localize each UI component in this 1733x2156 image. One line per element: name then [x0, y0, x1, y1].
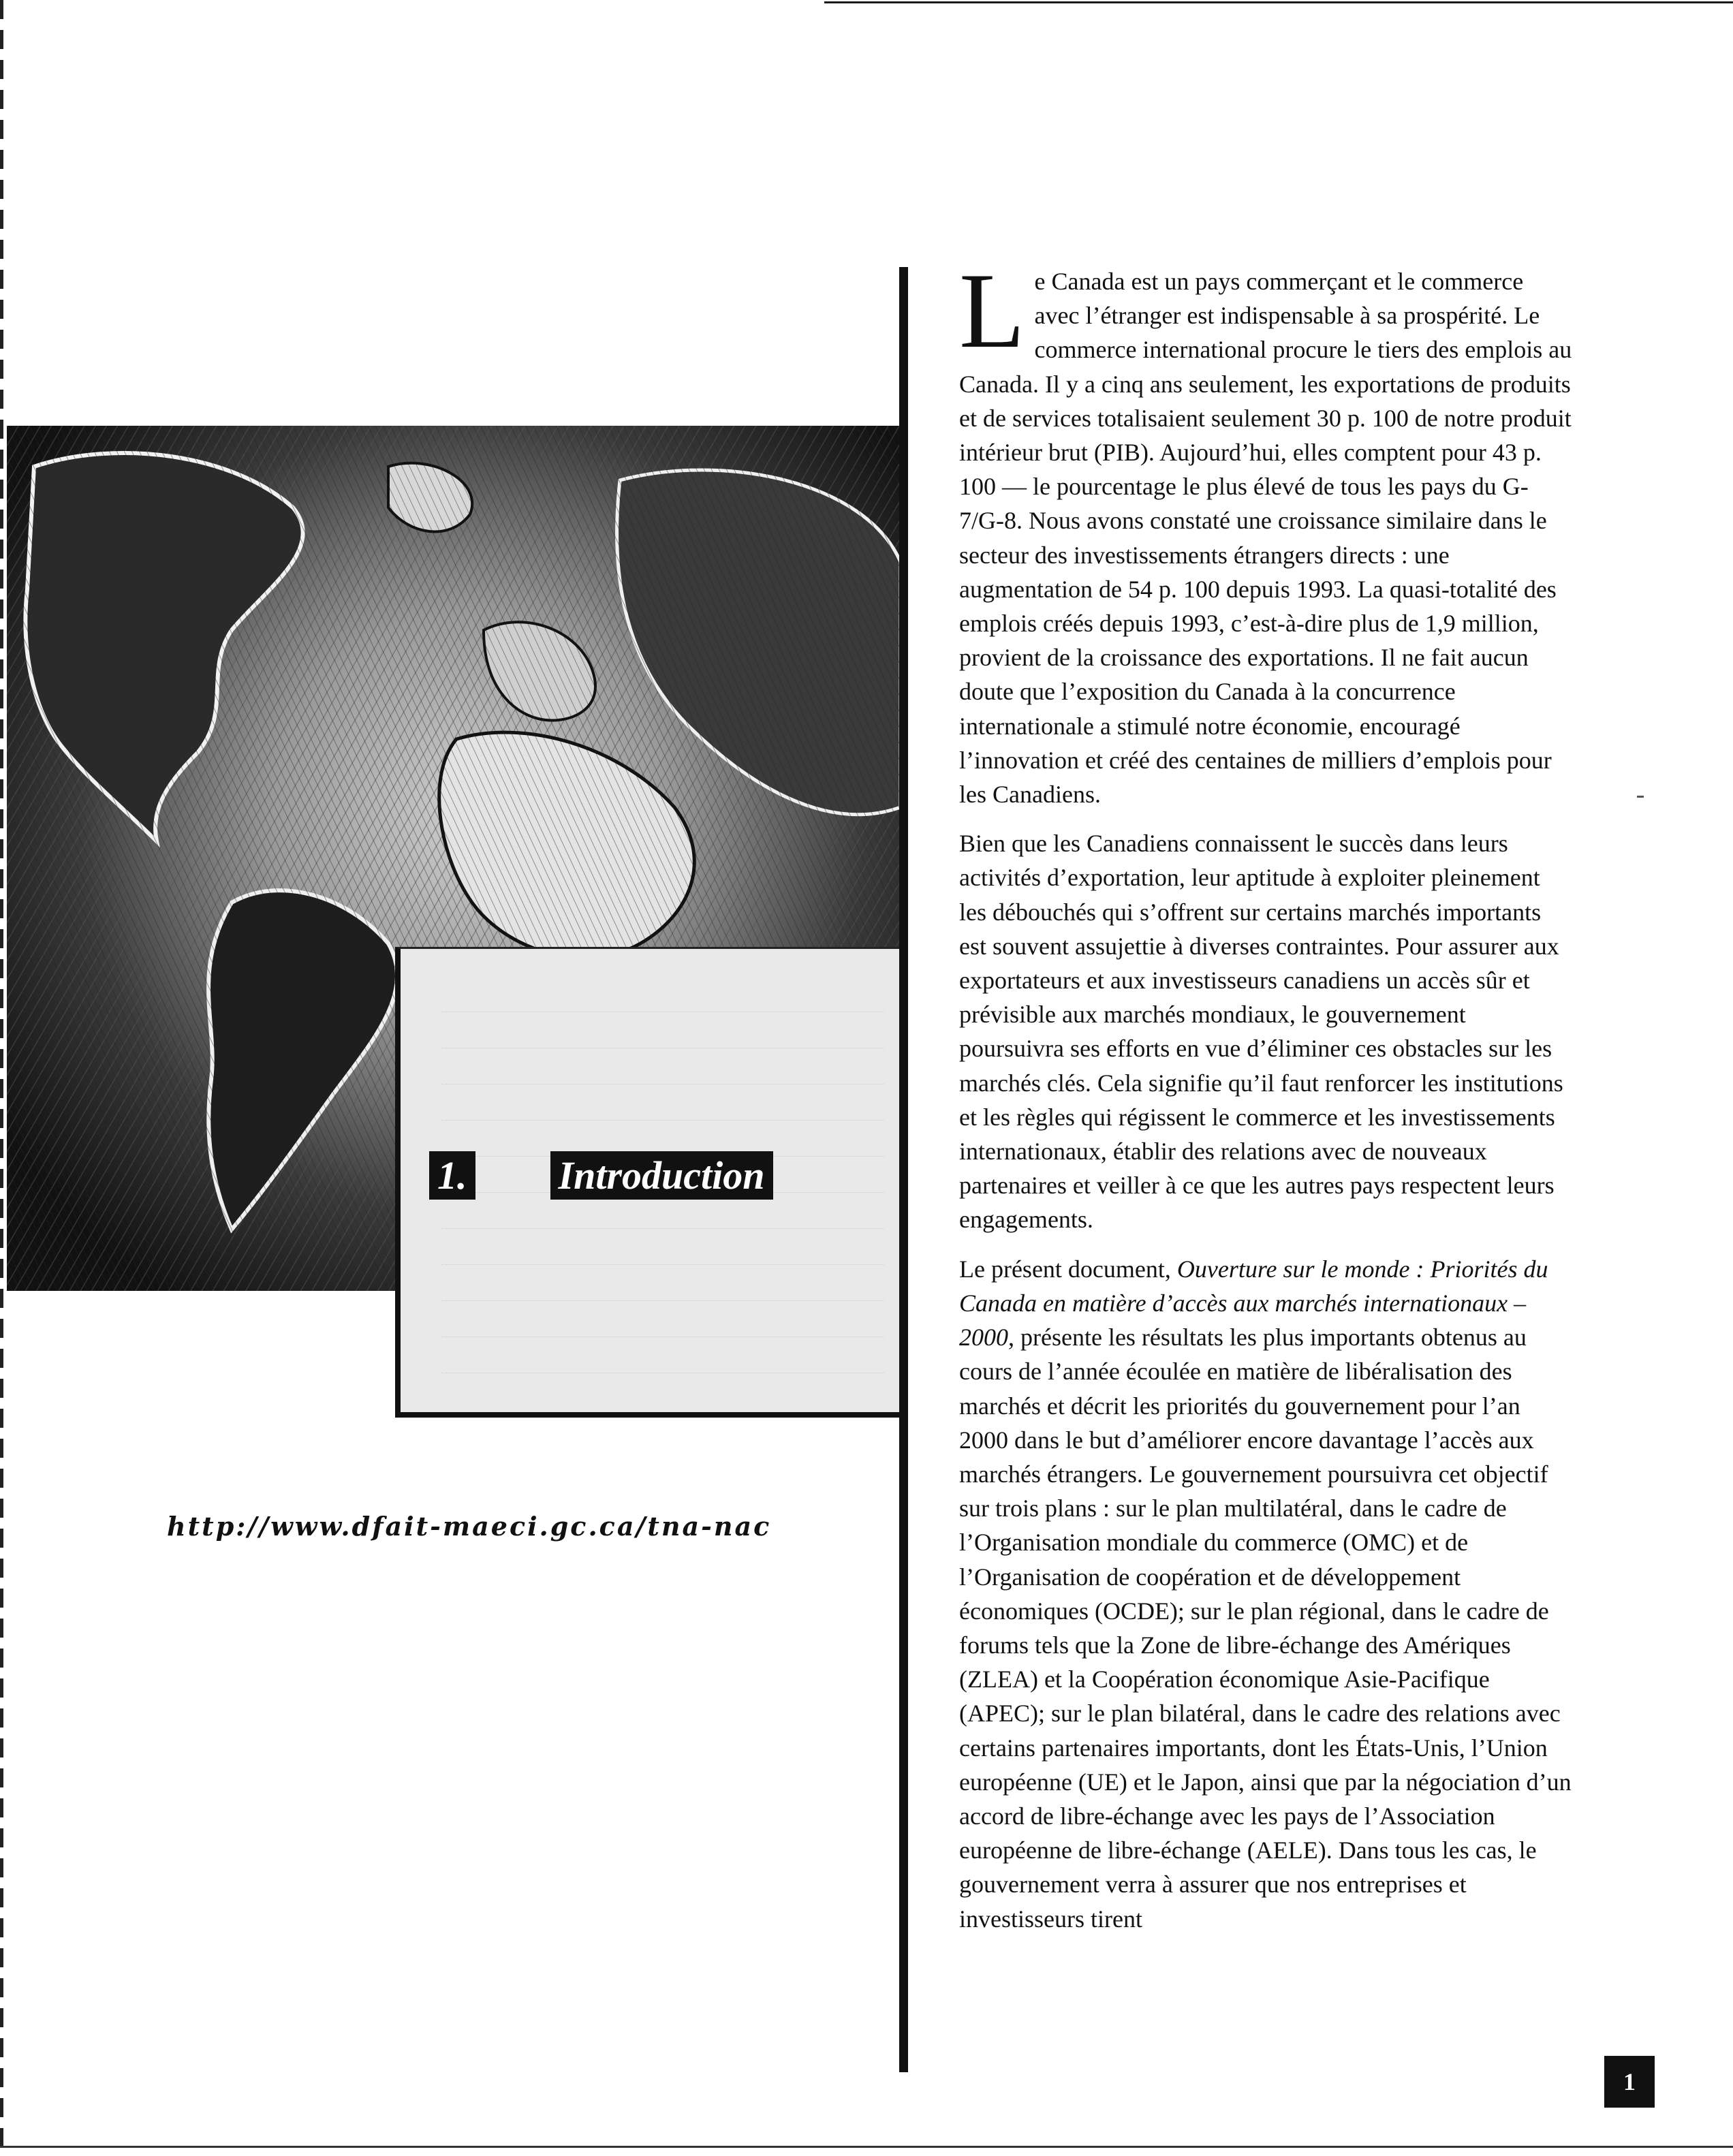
scan-edge-left	[0, 0, 3, 2156]
document-title-italic: Ouverture sur le monde : Priorités du Canada en matière d’accès aux marchés internationaux – 2000	[959, 1255, 1548, 1352]
section-heading	[429, 1151, 773, 1200]
scan-speck	[1637, 796, 1644, 798]
page-number: 1	[1604, 2056, 1655, 2108]
scan-edge-bottom	[0, 2146, 1733, 2148]
drop-cap: L	[959, 251, 1025, 371]
paragraph-3-start: Le présent document,	[959, 1255, 1177, 1283]
paragraph-1	[959, 251, 1572, 811]
paragraph-3-rest: , présente les résultats les plus importants obtenus au cours de l’année écoulée en matière de libéralisation des marchés et décrit les priorités du gouvernement pour l’an 2000 dans le but d’améliorer encore davantage l’accès aux marchés étrangers. Le gouvernement poursuivra cet objectif sur trois plans : sur le plan multilatéral, dans le cadre de l’Organisation mondiale du commerce (OMC) et de l’Organisation de coopération et de développement économiques (OCDE); sur le plan régional, dans le cadre de forums tels que la Zone de libre-échange des Amériques (ZLEA) et la Coopération économique Asie-Pacifique (APEC); sur le plan bilatéral, dans le cadre des relations avec certains partenaires importants, dont les États-Unis, l’Union européenne (UE) et le Japon, ainsi que par la négociation d’un accord de libre-échange avec les pays de l’Association européenne de libre-échange (AELE). Dans tous les cas, le gouvernement verra à assurer que nos entreprises et investisseurs tirent	[959, 1324, 1572, 1933]
paragraph-2: Bien que les Canadiens connaissent le succès dans leurs activités d’exportation, leur aptitude à exploiter pleinement les débouchés qui s’offrent sur certains marchés importants est souvent assujettie à diverses contraintes. Pour assurer aux exportateurs et aux investisseurs canadiens un accès sûr et prévisible aux marchés mondiaux, le gouvernement poursuivra ses efforts en vue d’éliminer ces obstacles sur les marchés clés. Cela signifie qu’il faut renforcer les institutions et les règles qui régissent le commerce et les investissements internationaux, établir des relations avec de nouveaux partenaires et veiller à ce que les autres pays respectent leurs engagements.	[959, 830, 1563, 1234]
column-divider	[899, 267, 908, 2072]
body-text-column	[959, 251, 1572, 1951]
scan-edge-top	[824, 1, 1733, 3]
website-url[interactable]: http://www.dfait-maeci.gc.ca/tna-nac	[167, 1511, 772, 1542]
paragraph-1-text: e Canada est un pays commerçant et le commerce avec l’étranger est indispensable à sa prospérité. Le commerce international procure le tiers des emplois au Canada. Il y a cinq ans seulement, les exportations de produits et de services totalisaient seulement 30 p. 100 de notre produit intérieur brut (PIB). Aujourd’hui, elles comptent pour 43 p. 100 — le pourcentage le plus élevé de tous les pays du G-7/G-8. Nous avons constaté une croissance similaire dans le secteur des investissements étrangers directs : une augmentation de 54 p. 100 depuis 1993. La quasi-totalité des emplois créés depuis 1993, c’est-à-dire plus de 1,9 million, provient de la croissance des exportations. Il ne fait aucun doute que l’exposition du Canada à la concurrence internationale a stimulé notre économie, encouragé l’innovation et créé des centaines de milliers d’emplois pour les Canadiens.	[959, 268, 1572, 809]
section-title: Introduction	[550, 1151, 773, 1200]
paragraph-3	[959, 1252, 1572, 1936]
section-number: 1.	[429, 1151, 475, 1200]
